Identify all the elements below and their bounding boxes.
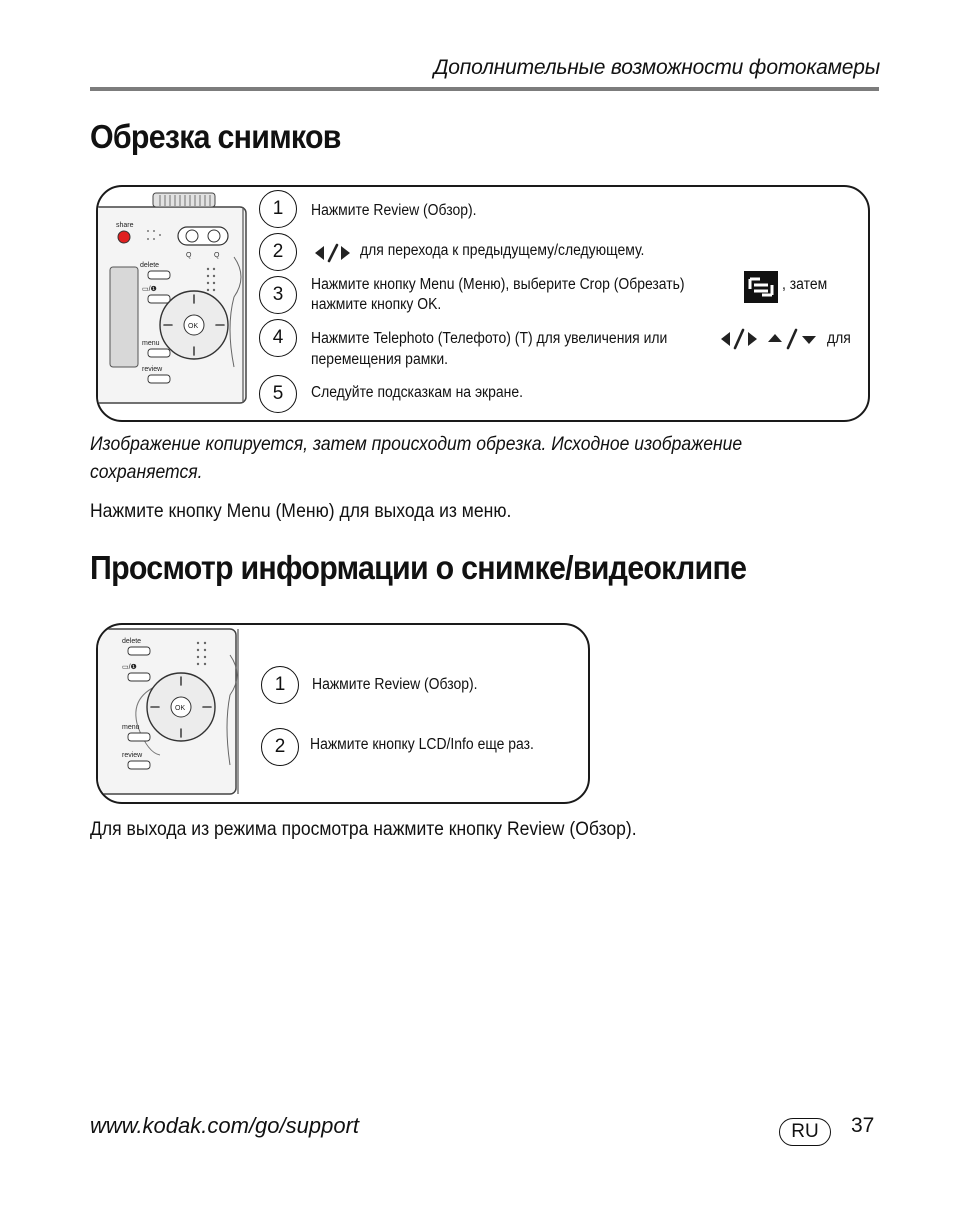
step-1-text: Нажмите Review (Обзор). [311, 202, 477, 219]
step-5-text: Следуйте подсказкам на экране. [311, 384, 524, 401]
svg-text:delete: delete [140, 262, 160, 269]
svg-text:▭/❶: ▭/❶ [142, 286, 157, 293]
step-5-badge: 5 [259, 375, 297, 413]
camera-back-illustration [98, 187, 258, 420]
step-4-badge: 4 [259, 319, 297, 357]
svg-text:review: review [142, 366, 163, 373]
camera-back-illustration-2 [98, 625, 248, 802]
step-3-text: Нажмите кнопку Menu (Меню), выберите Crop (Обрезать) [311, 276, 685, 293]
svg-text:Q: Q [186, 252, 192, 259]
info-step-2-text: Нажмите кнопку LCD/Info еще раз. [310, 736, 534, 753]
footer-support-link[interactable]: www.kodak.com/go/support [90, 1113, 360, 1138]
crop-icon [744, 271, 778, 303]
header-rule [90, 87, 879, 91]
step-3-text-line2: нажмите кнопку OK. [311, 296, 442, 313]
four-way-arrow-icons [718, 327, 824, 351]
svg-text:review: review [122, 752, 143, 759]
share-button [118, 231, 130, 243]
language-badge: RU [779, 1118, 831, 1146]
info-step-1-text: Нажмите Review (Обзор). [312, 676, 478, 693]
info-instructions-panel [96, 623, 590, 804]
step-3-badge: 3 [259, 276, 297, 314]
left-right-arrow-icon [312, 242, 354, 264]
svg-text:menu: menu [122, 724, 140, 731]
info-step-2-badge: 2 [261, 728, 299, 766]
step-4-text-tail: для [827, 330, 851, 347]
svg-text:delete: delete [122, 638, 142, 645]
section-title-crop: Обрезка снимков [90, 118, 341, 155]
svg-text:Q: Q [214, 252, 220, 259]
info-step-1-badge: 1 [261, 666, 299, 704]
svg-text:menu: menu [142, 340, 160, 347]
step-4-text-line2: перемещения рамки. [311, 351, 449, 368]
crop-exit-text: Нажмите кнопку Menu (Меню) для выхода из меню. [90, 500, 512, 522]
crop-note-line1: Изображение копируется, затем происходит обрезка. Исходное изображение [90, 433, 743, 455]
svg-text:OK: OK [175, 705, 186, 712]
running-header: Дополнительные возможности фотокамеры [433, 56, 880, 79]
info-exit-text: Для выхода из режима просмотра нажмите кнопку Review (Обзор). [90, 818, 637, 840]
step-2-text: для перехода к предыдущему/следующему. [360, 242, 645, 259]
section-title-info: Просмотр информации о снимке/видеоклипе [90, 549, 747, 586]
crop-note-line2: сохраняется. [90, 461, 203, 483]
svg-text:▭/❶: ▭/❶ [122, 664, 137, 671]
step-2-badge: 2 [259, 233, 297, 271]
crop-instructions-panel [96, 185, 870, 422]
step-3-text-tail: , затем [782, 276, 828, 293]
share-label: share [116, 222, 134, 229]
step-4-text: Нажмите Telephoto (Телефото) (T) для увеличения или [311, 330, 668, 347]
svg-text:OK: OK [188, 323, 199, 330]
page-number: 37 [851, 1114, 875, 1137]
step-1-badge: 1 [259, 190, 297, 228]
